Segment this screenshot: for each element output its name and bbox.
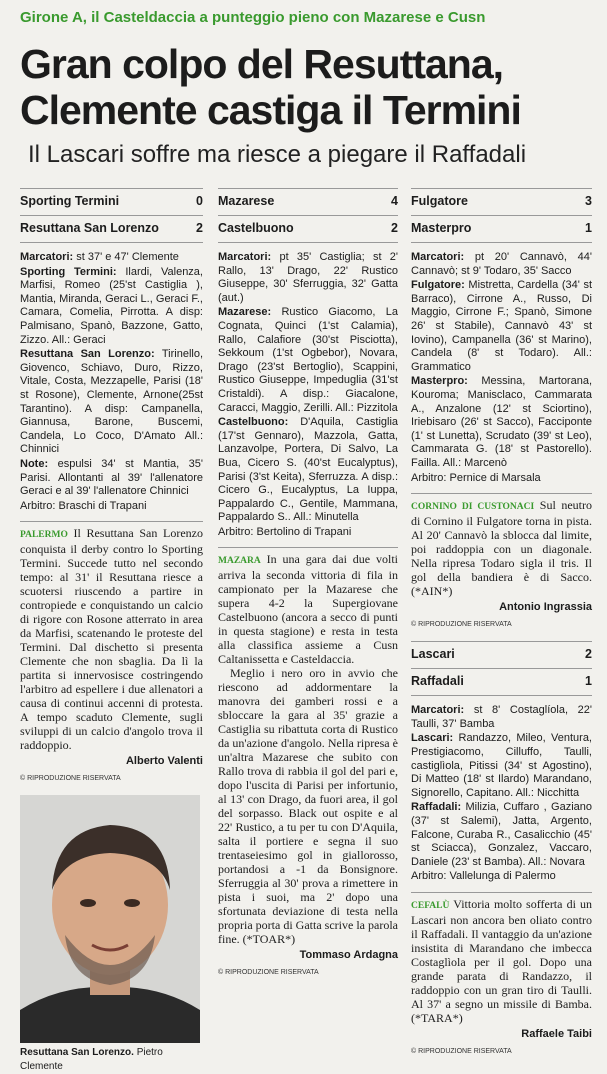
scoreboard-lascari (411, 641, 592, 696)
caption-player: Pietro Clemente (20, 1047, 163, 1073)
team2-label: Masterpro: (411, 375, 468, 388)
match-sheet (218, 251, 398, 539)
article-body (218, 547, 398, 946)
score-row (411, 215, 592, 243)
score-row (411, 668, 592, 696)
team-goals: 1 (585, 674, 592, 689)
player-photo (20, 795, 200, 1043)
scorers: st 37' e 47' Clemente (76, 251, 179, 263)
photo-caption (20, 1046, 203, 1073)
notes-label: Note: (20, 457, 49, 470)
score-row (20, 215, 203, 243)
team-name: Castelbuono (218, 221, 294, 236)
team-name: Lascari (411, 647, 455, 662)
scorers-label: Marcatori: (411, 704, 465, 717)
article-paragraph: Sul neutro di Cornino il Fulgatore torna in pista. Al 20' Cannavò la sblocca dal limite, poi raddoppia con un diagonale. Nella ripresa Todaro sigla il tris. Il gol della bandiera è di Sacco. (*AIN*) (411, 498, 592, 599)
team-name: Sporting Termini (20, 194, 120, 209)
referee: Pernice di Marsala (449, 471, 541, 484)
column-short-results (411, 188, 592, 1058)
scorers-label: Marcatori: (218, 251, 272, 263)
dateline: PALERMO (20, 530, 68, 541)
dateline: CORNINO DI CUSTONACI (411, 502, 535, 513)
scoreboard (20, 188, 203, 243)
referee: Vallelunga di Palermo (449, 870, 556, 883)
article-body (20, 521, 203, 752)
team-name: Mazarese (218, 194, 275, 209)
team-name: Fulgatore (411, 194, 468, 209)
team1-lineup: Ilardi, Valenza, Marfisi, Romeo (25'st Castiglia ), Mantia, Miranda, Geraci L., Geraci F., Camara, Comelia, Pirrotta. A disp: Palmisano, Spanò, Bazzone, Gatto, Zizzo. All.: Geraci (20, 265, 203, 346)
team2-lineup: Tirinello, Giovenco, Schiavo, Duro, Rizzo, Vitale, Costa, Mezzapelle, Parisi (18' st Rosone), Clemente, Arnone(25st Tarantino). A disp: Campanella, Giannusa, Barone, Buscemi, Candela, Lo Coco, D'Amato All.: Chinnici (20, 348, 204, 456)
scorers-label: Marcatori: (20, 251, 74, 263)
referee-label: Arbitro: (218, 525, 254, 538)
score-row (411, 641, 592, 668)
column-mazarese-castelbuono (218, 188, 398, 980)
team1-label: Sporting Termini: (20, 265, 117, 278)
article-body (411, 892, 592, 1025)
team2-label: Castelbuono: (218, 416, 289, 429)
copyright-notice: © RIPRODUZIONE RISERVATA (20, 774, 121, 782)
copyright-notice: © RIPRODUZIONE RISERVATA (218, 969, 319, 977)
team-goals: 0 (196, 194, 203, 209)
team2-lineup: D'Aquila, Castiglia (17'st Gennaro), Mazzola, Gatta, Lanzavolpe, Portera, Di Salvo, La Bua, Cicero S. (40'st Eucalyptus), Parisi (3'st Keita), Sferruzza. A disp.: Cicero G., Eucalyptus, La Iuppa, Pappalardo C., Gentile, Mammana, Pappalardo S.. All.: Minutella (218, 416, 399, 524)
article-paragraph: In una gara dai due volti arriva la seconda vittoria di fila in campionato per la Mazarese che supera 4-2 la Supergiovane Castelbuono (ancora a secco di punti in questa stagione) e resta in testa alla classifica assieme a Cusn Caltanissetta e Casteldaccia. (218, 552, 399, 667)
team2-label: Raffadali: (411, 801, 462, 814)
team-name: Masterpro (411, 221, 472, 236)
team-goals: 1 (585, 221, 592, 236)
scorers: st 8' Costaglíola, 22' Taulli, 37' Bamba (411, 704, 592, 730)
copyright-notice: © RIPRODUZIONE RISERVATA (411, 620, 512, 628)
team1-label: Lascari: (411, 732, 454, 745)
team1-label: Fulgatore: (411, 279, 465, 292)
headline-line-1: Gran colpo del Resuttana, (20, 41, 504, 87)
headline-line-2: Clemente castiga il Termini (20, 87, 521, 133)
match-sheet (411, 251, 592, 485)
referee-label: Arbitro: (411, 471, 447, 484)
dateline: CEFALÙ (411, 901, 450, 911)
article-paragraph: Meglio i nero oro in avvio che riescono ad addormentare la manovra dei gamberi rossi e a sbloccare la gara al 35' grazie a Castiglia su ribattuta corta di Rustico da un'azione d'angolo. Nella ripresa è un'altra Mazarese che subito con Rallo trova di rabbia il gol del pari e, dopo l'uscita di Parisi per infortunio, al 13' con Drago, da fuori area, il gol del sorpasso. Black out ospite e al 22' Rustico, a tu per tu con D'Aquila, salta il portiere e segna il suo trentaseiesimo gol in giallorosso, portandosi a -1 da Bonsignore. Sferruggia al 30' prova a rimettere in pista i suoi, ma 2' dopo una sfortunata deviazione di testa nella propria porta di Gatta scrive la parola fine. (*TOAR*) (218, 666, 398, 947)
team-goals: 2 (391, 221, 398, 236)
team2-lineup: Milizia, Cuffaro , Gaziano (37' st Salemi), Jatta, Argento, Falcone, Curaba R., Casalicchio (45' st Sciacca), Gonzalez, Vaccaro, Daniele (23' st Bamba). All.: Novara (411, 801, 592, 868)
team-goals: 2 (196, 221, 203, 236)
match-sheet (411, 704, 592, 884)
author: Raffaele Taibi (521, 1028, 592, 1040)
kicker: Girone A, il Casteldaccia a punteggio pieno con Mazarese e Cusn (20, 9, 486, 26)
team1-label: Mazarese: (218, 306, 272, 319)
notes: espulsi 34' st Mantia, 35' Parisi. Allontanti al 39' l'allenatore Geraci e al 39' l'allenatore Chinnici (20, 457, 203, 498)
article-body (411, 493, 592, 598)
referee: Braschi di Trapani (58, 499, 147, 512)
author: Antonio Ingrassia (499, 601, 592, 614)
player-portrait-image (20, 795, 200, 1043)
team1-lineup: Mistretta, Cardella (34' st Barraco), Cirrone A., Russo, Di Maggio, Cirrone F.; Spanò, Simone 26' st Stabile), Cannavò 43' st Iovino), Campanella (36' st Marino), Candela (8' st Todaro). All.: Grammatico (411, 279, 593, 373)
team2-lineup: Messina, Martorana, Kouroma; Manisclaco, Cammarata A., Anzalone (12' st Sciortino), Iriebisaro (26' st Sacco), Facciponte (1' st Lunetta), Scrudato (39' st Leo), Cammarata G. (18' st Pastorello). Failla. All.: Marcenò (411, 375, 593, 469)
team-goals: 3 (585, 194, 592, 209)
dateline: MAZARA (218, 556, 261, 567)
score-row (218, 188, 398, 215)
article-paragraph: Il Resuttana San Lorenzo conquista il derby contro lo Sporting Termini. Succede tutto nel secondo tempo: al 31' il Resuttana riesce a scuotersi riuscendo a partire in contropiede e conquistando un calcio di rigore con Rosone atterrato in area da Marfisi, scatenando le proteste del Termini. Dal dischetto si presenta Clemente che non sbaglia. Da lì la partita si innervosisce costringendo l'arbitro ad espellere i due allenatori a causa di continui accenni di protesta. A tempo scaduto Clemente, sugli sviluppi di un calcio d'angolo trova il raddoppio. (20, 526, 203, 753)
referee-label: Arbitro: (411, 870, 447, 883)
score-row (20, 188, 203, 215)
scoreboard (218, 188, 398, 243)
author: Tommaso Ardagna (299, 949, 398, 962)
score-row (411, 188, 592, 215)
author: Alberto Valenti (125, 755, 203, 768)
article-paragraph: Vittoria molto sofferta di un Lascari non ancora ben oliato contro il Raffadali. Il vantaggio da un'azione insistita di Marandano che imbecca Costaglìola per il gol. Dopo una grande parata di Randazzo, il raddoppio con un gran tiro di Taulli. Al 37' a segno un missile di Bamba. (*TARA*) (411, 897, 592, 1025)
team-name: Raffadali (411, 674, 464, 689)
team-goals: 2 (585, 647, 592, 662)
copyright-notice: © RIPRODUZIONE RISERVATA (411, 1047, 512, 1055)
team-name: Resuttana San Lorenzo (20, 221, 159, 236)
scoreboard-fulgatore (411, 188, 592, 243)
team1-lineup: Randazzo, Mileo, Ventura, Prestigiacomo, Cilluffo, Taulli, castiglìola, Pitissi (34' st Agostino), Di Matteo (18' st Ilardo) Marandano, Signorello, Capitano. All.: Nicchitta (411, 732, 592, 799)
referee: Bertolino di Trapani (256, 525, 352, 538)
team-goals: 4 (391, 194, 398, 209)
subheadline: Il Lascari soffre ma riesce a piegare il Raffadali (28, 141, 527, 168)
team1-lineup: Rustico Giacomo, La Cognata, Quinci (1'st Calamia), Rallo, Calafiore (30'st Pisciotta), Sekkoum (1'st Ogbebor), Novara, Drago (23'st Bertoglio), Scappini, Rustico Giuseppe, Impeduglia (31'st Cristaldi). A disp.: Giacalone, Caracci, Maggio, Zerilli. All.: Pizzitola (218, 306, 398, 414)
match-sheet (20, 251, 203, 513)
team2-label: Resuttana San Lorenzo: (20, 348, 155, 361)
score-row (218, 215, 398, 243)
column-termini-resuttana (20, 188, 203, 1074)
scorers: pt 20' Cannavò, 44' Cannavò; st 9' Todaro, 35' Sacco (411, 251, 592, 277)
referee-label: Arbitro: (20, 499, 56, 512)
scorers-label: Marcatori: (411, 251, 465, 263)
caption-team: Resuttana San Lorenzo. (20, 1047, 134, 1059)
scorers: pt 35' Castiglia; st 2' Rallo, 13' Drago, 22' Rustico Giuseppe, 30' Sferruggia, 32' Gatta (aut.) (218, 251, 399, 304)
